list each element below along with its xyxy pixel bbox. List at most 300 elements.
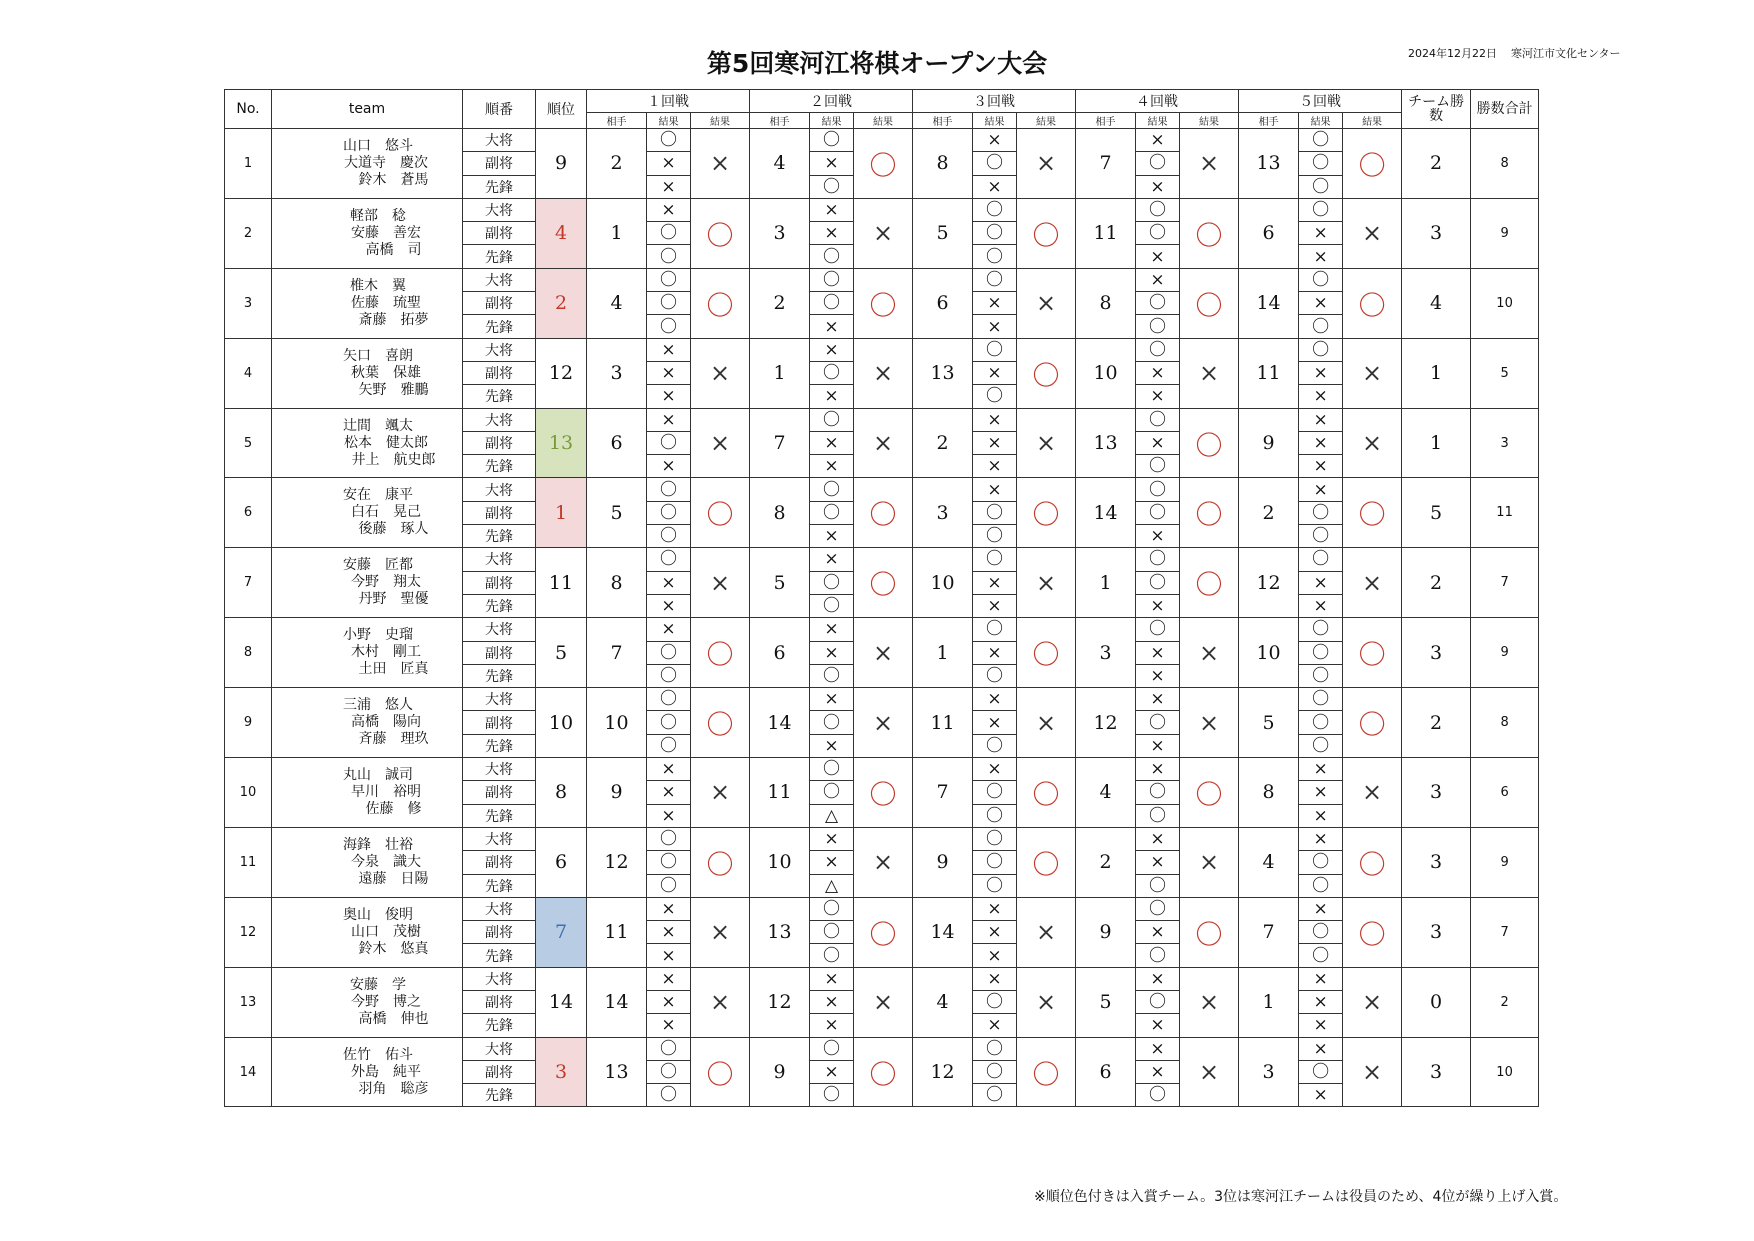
game-result-mark: ×: [1136, 921, 1180, 944]
round-result: 〇: [1343, 618, 1402, 688]
round-result: 〇: [1180, 478, 1239, 548]
round-opponent: 12: [913, 1037, 973, 1107]
game-result-mark: 〇: [647, 688, 691, 711]
col-no: No.: [225, 90, 272, 129]
member-name: 高橋 陽向: [351, 714, 421, 731]
round-result-header-4: 結果: [1180, 113, 1239, 129]
round-result: ×: [854, 688, 913, 758]
round-opponent: 6: [750, 618, 810, 688]
round-opponent: 13: [913, 338, 973, 408]
game-result-mark: ×: [647, 1014, 691, 1037]
game-result-mark: 〇: [647, 129, 691, 152]
round-result: ×: [1180, 618, 1239, 688]
round-opponent: 11: [913, 688, 973, 758]
game-result-mark: 〇: [1136, 897, 1180, 920]
game-result-mark: ×: [810, 198, 854, 221]
round-result: 〇: [854, 268, 913, 338]
game-result-mark: ×: [810, 455, 854, 478]
wins-total: 11: [1471, 478, 1539, 548]
position-label: 大将: [463, 618, 536, 641]
round-result: ×: [691, 967, 750, 1037]
member-name: 羽角 聡彦: [358, 1080, 429, 1097]
round-opponent: 8: [1076, 268, 1136, 338]
round-opponent: 5: [1076, 967, 1136, 1037]
member-name: 大道寺 慶次: [344, 154, 428, 171]
position-label: 先鋒: [463, 315, 536, 338]
game-result-mark: 〇: [810, 571, 854, 594]
game-result-mark: ×: [1136, 967, 1180, 990]
round-result: 〇: [1017, 1037, 1076, 1107]
member-name: 白石 晃己: [351, 504, 421, 521]
round-opponent: 1: [750, 338, 810, 408]
position-label: 大将: [463, 268, 536, 291]
game-result-mark: 〇: [1299, 338, 1343, 361]
team-no: 14: [225, 1037, 272, 1107]
round-result: ×: [1343, 548, 1402, 618]
game-result-mark: ×: [810, 851, 854, 874]
team-no: 12: [225, 897, 272, 967]
round-opponent: 2: [1239, 478, 1299, 548]
game-result-mark: ×: [1136, 245, 1180, 268]
round-result: ×: [1343, 198, 1402, 268]
round-opponent: 12: [587, 827, 647, 897]
position-label: 先鋒: [463, 594, 536, 617]
member-name: 丸山 誠司: [343, 766, 413, 783]
round-opponent: 7: [1239, 897, 1299, 967]
game-result-mark: 〇: [647, 222, 691, 245]
position-label: 大将: [463, 1037, 536, 1060]
game-result-mark: ×: [973, 129, 1017, 152]
game-result-mark: 〇: [810, 268, 854, 291]
round-result: ×: [691, 129, 750, 199]
game-result-mark: ×: [647, 455, 691, 478]
table-row: [225, 897, 1539, 920]
member-name: 奥山 俊明: [343, 906, 413, 923]
round-result: ×: [1017, 129, 1076, 199]
game-result-mark: 〇: [810, 408, 854, 431]
game-result-mark: 〇: [1299, 944, 1343, 967]
position-label: 先鋒: [463, 1084, 536, 1107]
game-result-mark: 〇: [647, 245, 691, 268]
team-members: [272, 688, 463, 758]
team-wins: 3: [1402, 897, 1471, 967]
game-result-mark: ×: [1136, 851, 1180, 874]
game-result-mark: ×: [973, 408, 1017, 431]
round-opponent: 3: [750, 198, 810, 268]
team-no: 9: [225, 688, 272, 758]
team-no: 7: [225, 548, 272, 618]
game-result-mark: 〇: [647, 1060, 691, 1083]
team-members: [272, 338, 463, 408]
game-result-mark: 〇: [647, 292, 691, 315]
game-result-mark: ×: [1136, 129, 1180, 152]
round-result: 〇: [1343, 897, 1402, 967]
game-result-mark: 〇: [1136, 338, 1180, 361]
team-rank: 7: [536, 897, 587, 967]
game-result-mark: ×: [973, 361, 1017, 384]
round-opponent: 9: [587, 758, 647, 828]
game-result-mark: ×: [810, 990, 854, 1013]
round-result: ×: [1343, 967, 1402, 1037]
game-result-mark: 〇: [810, 944, 854, 967]
round-result: ×: [1180, 1037, 1239, 1107]
game-result-mark: ×: [1299, 431, 1343, 454]
wins-total: 8: [1471, 688, 1539, 758]
game-result-mark: ×: [973, 431, 1017, 454]
col-round-3: ３回戦: [913, 90, 1076, 113]
member-name: 山口 茂樹: [351, 923, 421, 940]
game-result-mark: 〇: [973, 268, 1017, 291]
round-result: 〇: [1017, 827, 1076, 897]
table-row: [225, 758, 1539, 781]
team-no: 6: [225, 478, 272, 548]
game-result-mark: △: [810, 804, 854, 827]
round-opponent: 11: [587, 897, 647, 967]
member-name: 佐藤 修: [365, 800, 422, 817]
table-row: [225, 268, 1539, 291]
game-result-mark: ×: [973, 175, 1017, 198]
position-label: 先鋒: [463, 175, 536, 198]
round-result: ×: [1180, 967, 1239, 1037]
round-opponent: 1: [1076, 548, 1136, 618]
col-rank: 順位: [536, 90, 587, 129]
team-members: [272, 618, 463, 688]
member-name: 土田 匠真: [358, 661, 429, 678]
game-result-mark: 〇: [973, 664, 1017, 687]
col-round-2: ２回戦: [750, 90, 913, 113]
result-header-2: 結果: [810, 113, 854, 129]
game-result-mark: ×: [1136, 1014, 1180, 1037]
table-row: [225, 967, 1539, 990]
position-label: 先鋒: [463, 944, 536, 967]
position-label: 先鋒: [463, 455, 536, 478]
game-result-mark: 〇: [1136, 222, 1180, 245]
game-result-mark: 〇: [1136, 548, 1180, 571]
team-rank: 6: [536, 827, 587, 897]
round-result: ×: [1343, 408, 1402, 478]
round-opponent: 1: [587, 198, 647, 268]
game-result-mark: ×: [810, 525, 854, 548]
game-result-mark: ×: [810, 338, 854, 361]
member-name: 椎木 翼: [350, 277, 406, 294]
game-result-mark: 〇: [1136, 711, 1180, 734]
member-name: 遠藤 日陽: [358, 870, 429, 887]
round-opponent: 6: [1239, 198, 1299, 268]
round-result: 〇: [854, 478, 913, 548]
game-result-mark: ×: [647, 198, 691, 221]
game-result-mark: ×: [1299, 1014, 1343, 1037]
game-result-mark: 〇: [810, 175, 854, 198]
position-label: 大将: [463, 198, 536, 221]
team-wins: 3: [1402, 618, 1471, 688]
member-name: 斉藤 理玖: [358, 731, 429, 748]
team-rank: 13: [536, 408, 587, 478]
position-label: 副将: [463, 292, 536, 315]
round-result: 〇: [691, 478, 750, 548]
round-result: 〇: [1017, 478, 1076, 548]
game-result-mark: 〇: [973, 1037, 1017, 1060]
col-team-wins: チーム勝数: [1402, 90, 1471, 129]
round-opponent: 4: [1076, 758, 1136, 828]
round-opponent: 7: [750, 408, 810, 478]
game-result-mark: ×: [647, 618, 691, 641]
round-result: 〇: [1180, 897, 1239, 967]
position-label: 先鋒: [463, 664, 536, 687]
game-result-mark: 〇: [1136, 408, 1180, 431]
header-row: [225, 90, 1539, 113]
game-result-mark: ×: [810, 315, 854, 338]
round-result: 〇: [854, 548, 913, 618]
game-result-mark: ×: [647, 897, 691, 920]
game-result-mark: 〇: [1299, 618, 1343, 641]
game-result-mark: 〇: [1299, 152, 1343, 175]
game-result-mark: 〇: [647, 874, 691, 897]
round-result: ×: [691, 338, 750, 408]
team-wins: 3: [1402, 827, 1471, 897]
position-label: 先鋒: [463, 245, 536, 268]
round-opponent: 8: [1239, 758, 1299, 828]
team-members: [272, 129, 463, 199]
round-opponent: 14: [1076, 478, 1136, 548]
round-opponent: 14: [913, 897, 973, 967]
game-result-mark: 〇: [973, 525, 1017, 548]
round-result: ×: [854, 198, 913, 268]
round-opponent: 5: [913, 198, 973, 268]
table-row: [225, 478, 1539, 501]
game-result-mark: 〇: [1299, 711, 1343, 734]
wins-total: 10: [1471, 1037, 1539, 1107]
round-result: 〇: [854, 897, 913, 967]
round-result: ×: [691, 758, 750, 828]
team-rank: 12: [536, 338, 587, 408]
wins-total: 8: [1471, 129, 1539, 199]
round-opponent: 10: [913, 548, 973, 618]
team-members: [272, 198, 463, 268]
game-result-mark: ×: [973, 292, 1017, 315]
team-rank: 5: [536, 618, 587, 688]
team-no: 4: [225, 338, 272, 408]
position-label: 副将: [463, 851, 536, 874]
team-rank: 14: [536, 967, 587, 1037]
game-result-mark: 〇: [1299, 664, 1343, 687]
position-label: 副将: [463, 921, 536, 944]
team-no: 2: [225, 198, 272, 268]
round-result: ×: [1343, 1037, 1402, 1107]
team-rank: 3: [536, 1037, 587, 1107]
game-result-mark: 〇: [973, 245, 1017, 268]
position-label: 大将: [463, 478, 536, 501]
game-result-mark: ×: [647, 967, 691, 990]
game-result-mark: 〇: [1299, 921, 1343, 944]
round-opponent: 8: [750, 478, 810, 548]
game-result-mark: ×: [973, 711, 1017, 734]
game-result-mark: ×: [973, 944, 1017, 967]
position-label: 大将: [463, 129, 536, 152]
table-row: [225, 1037, 1539, 1060]
position-label: 大将: [463, 967, 536, 990]
game-result-mark: ×: [1136, 734, 1180, 757]
team-members: [272, 478, 463, 548]
game-result-mark: ×: [973, 641, 1017, 664]
member-name: 高橋 伸也: [358, 1010, 429, 1027]
table-row: [225, 408, 1539, 431]
wins-total: 2: [1471, 967, 1539, 1037]
wins-total: 6: [1471, 758, 1539, 828]
event-date: 2024年12月22日: [1408, 47, 1497, 60]
round-result: ×: [854, 827, 913, 897]
team-wins: 4: [1402, 268, 1471, 338]
game-result-mark: 〇: [810, 921, 854, 944]
round-result: ×: [691, 897, 750, 967]
game-result-mark: ×: [1299, 804, 1343, 827]
round-opponent: 14: [587, 967, 647, 1037]
game-result-mark: ×: [1299, 385, 1343, 408]
game-result-mark: ×: [647, 921, 691, 944]
game-result-mark: ×: [647, 594, 691, 617]
round-opponent: 13: [1239, 129, 1299, 199]
round-opponent: 10: [587, 688, 647, 758]
round-opponent: 6: [587, 408, 647, 478]
game-result-mark: ×: [647, 571, 691, 594]
game-result-mark: 〇: [810, 1037, 854, 1060]
member-name: 丹野 聖優: [358, 591, 429, 608]
footnote: ※順位色付きは入賞チーム。3位は寒河江チームは役員のため、4位が繰り上げ入賞。: [1034, 1189, 1568, 1205]
round-result: ×: [1180, 688, 1239, 758]
game-result-mark: ×: [810, 431, 854, 454]
col-round-5: ５回戦: [1239, 90, 1402, 113]
round-opponent: 7: [1076, 129, 1136, 199]
team-members: [272, 408, 463, 478]
game-result-mark: 〇: [1136, 292, 1180, 315]
game-result-mark: ×: [1299, 571, 1343, 594]
game-result-mark: 〇: [647, 664, 691, 687]
round-opponent: 2: [587, 129, 647, 199]
team-no: 13: [225, 967, 272, 1037]
game-result-mark: 〇: [1136, 315, 1180, 338]
game-result-mark: ×: [1136, 268, 1180, 291]
game-result-mark: ×: [973, 967, 1017, 990]
table-row: [225, 338, 1539, 361]
round-opponent: 3: [1076, 618, 1136, 688]
col-round-4: ４回戦: [1076, 90, 1239, 113]
round-opponent: 4: [1239, 827, 1299, 897]
result-header-5: 結果: [1299, 113, 1343, 129]
round-opponent: 9: [913, 827, 973, 897]
game-result-mark: 〇: [1136, 944, 1180, 967]
wins-total: 5: [1471, 338, 1539, 408]
game-result-mark: 〇: [1299, 688, 1343, 711]
game-result-mark: ×: [1136, 664, 1180, 687]
round-result: ×: [1343, 758, 1402, 828]
game-result-mark: 〇: [1299, 198, 1343, 221]
game-result-mark: 〇: [1136, 874, 1180, 897]
game-result-mark: 〇: [1299, 315, 1343, 338]
position-label: 副将: [463, 711, 536, 734]
opponent-header-3: 相手: [913, 113, 973, 129]
member-name: 安藤 匠都: [343, 557, 413, 574]
position-label: 大将: [463, 897, 536, 920]
round-result: ×: [854, 338, 913, 408]
round-opponent: 11: [750, 758, 810, 828]
position-label: 副将: [463, 361, 536, 384]
game-result-mark: ×: [1299, 1084, 1343, 1107]
round-opponent: 13: [750, 897, 810, 967]
team-no: 1: [225, 129, 272, 199]
member-name: 辻間 颯太: [343, 417, 413, 434]
team-members: [272, 268, 463, 338]
table-row: [225, 129, 1539, 152]
game-result-mark: ×: [1136, 758, 1180, 781]
game-result-mark: ×: [1136, 594, 1180, 617]
round-opponent: 5: [587, 478, 647, 548]
member-name: 斎藤 拓夢: [358, 311, 429, 328]
game-result-mark: 〇: [1136, 990, 1180, 1013]
game-result-mark: ×: [973, 921, 1017, 944]
game-result-mark: 〇: [973, 990, 1017, 1013]
team-no: 11: [225, 827, 272, 897]
round-opponent: 6: [1076, 1037, 1136, 1107]
round-result: ×: [691, 548, 750, 618]
member-name: 佐竹 佑斗: [343, 1046, 413, 1063]
team-members: [272, 1037, 463, 1107]
round-result: 〇: [1180, 198, 1239, 268]
game-result-mark: 〇: [810, 478, 854, 501]
team-wins: 2: [1402, 129, 1471, 199]
round-result: 〇: [691, 198, 750, 268]
team-members: [272, 758, 463, 828]
game-result-mark: ×: [647, 944, 691, 967]
round-opponent: 7: [587, 618, 647, 688]
member-name: 松本 健太郎: [344, 434, 428, 451]
game-result-mark: 〇: [973, 734, 1017, 757]
position-label: 先鋒: [463, 385, 536, 408]
game-result-mark: 〇: [973, 851, 1017, 874]
round-opponent: 13: [1076, 408, 1136, 478]
game-result-mark: ×: [1136, 385, 1180, 408]
game-result-mark: ×: [973, 758, 1017, 781]
round-result: 〇: [691, 827, 750, 897]
round-opponent: 7: [913, 758, 973, 828]
game-result-mark: 〇: [647, 315, 691, 338]
wins-total: 9: [1471, 827, 1539, 897]
table-row: [225, 198, 1539, 221]
game-result-mark: ×: [973, 571, 1017, 594]
round-result-header-3: 結果: [1017, 113, 1076, 129]
game-result-mark: 〇: [1136, 1084, 1180, 1107]
game-result-mark: ×: [810, 222, 854, 245]
game-result-mark: ×: [1299, 781, 1343, 804]
game-result-mark: 〇: [1136, 804, 1180, 827]
game-result-mark: ×: [1299, 990, 1343, 1013]
round-result: 〇: [854, 758, 913, 828]
member-name: 矢口 喜朗: [343, 347, 413, 364]
game-result-mark: 〇: [1299, 1060, 1343, 1083]
game-result-mark: 〇: [810, 129, 854, 152]
round-opponent: 2: [913, 408, 973, 478]
position-label: 副将: [463, 641, 536, 664]
game-result-mark: 〇: [810, 711, 854, 734]
position-label: 副将: [463, 501, 536, 524]
team-no: 3: [225, 268, 272, 338]
round-opponent: 2: [1076, 827, 1136, 897]
round-result: 〇: [1017, 618, 1076, 688]
round-result: 〇: [1017, 338, 1076, 408]
wins-total: 9: [1471, 618, 1539, 688]
table-row: [225, 548, 1539, 571]
round-result: 〇: [1343, 129, 1402, 199]
member-name: 高橋 司: [365, 241, 422, 258]
round-opponent: 1: [1239, 967, 1299, 1037]
